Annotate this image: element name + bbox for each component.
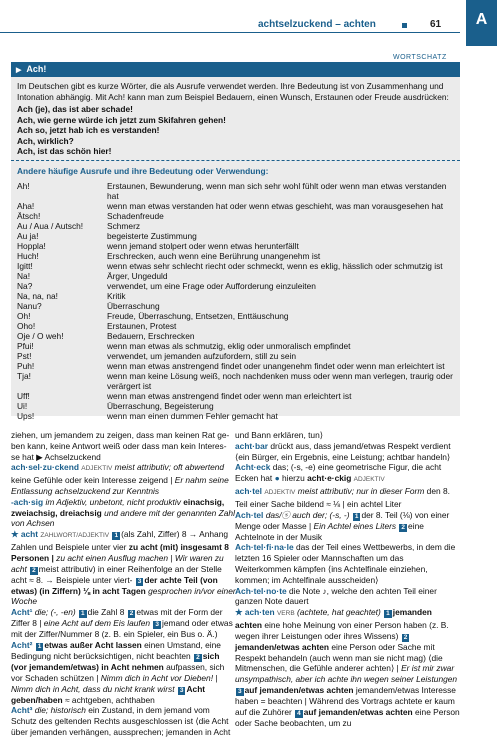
- interjection-word: Au / Aua / Autsch!: [17, 221, 84, 231]
- interjection-meaning: Überraschung, Begeisterung: [107, 401, 214, 411]
- interjection-row: [17, 401, 457, 411]
- interjection-meaning: wenn man etwas verstanden hat oder wenn etwas geschieht, was man vorausgesehen hat: [107, 201, 444, 211]
- interjection-meaning: wenn man keine Lösung weiß, noch nachdenken muss oder wenn man verlegen, traurig oder verärgert ist: [107, 371, 453, 391]
- definition: ≈ achtgeben, achthaben: [64, 694, 155, 705]
- definition: die Note ♪, welche den achten Teil einer ganzen Note dauert: [235, 585, 437, 607]
- interjection-word: Pst!: [17, 351, 32, 361]
- definition: etwas mit der Form der Ziffer 8 |: [11, 607, 223, 629]
- interjection-row: [17, 211, 457, 221]
- interjection-meaning: verwendet, um jemanden aufzufordern, still zu sein: [107, 351, 297, 361]
- headword[interactable]: acht·bar: [235, 440, 269, 451]
- info-box: [11, 62, 460, 421]
- definition: drückt aus, dass jemand/etwas Respekt verdient ⟨ein Bürger, ein Ergebnis, eine Leistung; achtbar handeln⟩: [235, 440, 451, 462]
- part-of-speech: ZAHLWORT/ADJEKTIV: [40, 532, 110, 540]
- interjection-word: Nanu?: [17, 301, 42, 311]
- triangle-right-icon: ▶: [16, 67, 22, 74]
- letter-tab[interactable]: A: [466, 0, 497, 46]
- interjection-meaning: Erschrecken, auch wenn eine Berührung unangenehm ist: [107, 251, 321, 261]
- interjection-word: Ui!: [17, 401, 28, 411]
- interjection-meaning: begeisterte Zustimmung: [107, 231, 197, 241]
- entry-text: ben kann, keine Antwort weiß oder dass man kein Interes-: [11, 440, 227, 451]
- sense-number: 1: [114, 532, 119, 540]
- phrase: auf jemanden/etwas achten: [244, 684, 354, 695]
- interjection-meaning: Bedauern, Erschrecken: [107, 331, 195, 341]
- interjection-table: [17, 181, 457, 421]
- interjection-row: [17, 351, 457, 361]
- sense-number: 1: [386, 610, 390, 618]
- example: Er nahm seine Entlassung achselzuckend zur Kenntnis: [11, 475, 229, 496]
- part-of-speech: ADJEKTIV: [81, 465, 113, 473]
- example-list: [17, 104, 457, 157]
- example-item: Ach, ist das schön hier!: [17, 146, 112, 156]
- interjection-meaning: Schadenfreude: [107, 211, 164, 221]
- interjection-row: [17, 311, 457, 321]
- interjection-word: Oh!: [17, 311, 31, 321]
- example-item: Ach, wie gerne würde ich jetzt zum Skifahren gehen!: [17, 114, 226, 125]
- definition: (als Zahl, Ziffer) 8 → Anhang Zahlen und Beispiele unter vier: [11, 529, 229, 552]
- example-item: Ach so, jetzt hab ich es verstanden!: [17, 125, 160, 135]
- interjection-word: Uff!: [17, 391, 30, 401]
- interjection-meaning: wenn man einen dummen Fehler gemacht hat: [107, 411, 278, 421]
- sense-number: 4: [297, 709, 301, 717]
- interjection-row: [17, 281, 457, 291]
- example-item: Ach, wirklich?: [17, 135, 74, 146]
- interjection-row: [17, 391, 457, 401]
- sense-number: 2: [32, 566, 36, 574]
- sense-number: 3: [179, 686, 184, 694]
- example: zu acht einen Ausflug machen | Wir waren zu acht: [11, 552, 224, 574]
- interjection-row: [17, 361, 457, 371]
- interjection-row: [17, 181, 457, 201]
- interjection-word: Oje / O weh!: [17, 331, 64, 341]
- definition: das der Teil eines Wettbewerbs, in dem die letzten 16 Spieler oder Mannschaften um das Weiterkommen kämpfen ⟨ins Achtelfinale einziehen, kommen; im Achtelfinale ausscheiden⟩: [235, 542, 456, 585]
- interjection-word: Tja!: [17, 371, 31, 381]
- interjection-word: Huch!: [17, 251, 39, 261]
- interjection-row: [17, 241, 457, 251]
- info-box-intro: Im Deutschen gibt es kurze Wörter, die als Ausrufe verwendet werden. Ihre Bedeutung ist von Zusammenhang und Intonation abhängig. Mit Ach! kann man zum Beispiel Bedauern, einen Wunsch, Erstaunen oder Freude ausdrücken:: [17, 81, 449, 102]
- sense-number: 1: [81, 610, 85, 618]
- entry-text: hierzu: [281, 473, 305, 484]
- usage-note: gesprochen in/vor einer Woche: [11, 585, 236, 607]
- interjection-row: [17, 341, 457, 351]
- interjection-row: [17, 231, 457, 241]
- interjection-meaning: wenn etwas sehr schlecht riecht oder schmeckt, wenn es eklig, hässlich oder schmutzig ist: [107, 261, 443, 271]
- arrow-icon: ▶: [36, 451, 43, 462]
- part-of-speech: ADJEKTIV: [353, 476, 385, 484]
- definition: einachsig, zweiachsig, dreiachsig: [11, 496, 225, 518]
- part-of-speech: ADJEKTIV: [264, 488, 296, 496]
- phrase: sich (vor jemandem/etwas) in Acht nehmen: [11, 650, 220, 672]
- example: Er ist mir zwar unsympathisch, aber ich achte ihn wegen seiner Leistungen: [235, 663, 458, 685]
- grammar: die; historisch: [34, 705, 86, 716]
- page-number: 61: [430, 19, 442, 30]
- example-item: Ach (je), das ist aber schade!: [17, 104, 133, 114]
- page-header: [0, 0, 497, 46]
- phrase: in acht Tagen: [92, 585, 146, 596]
- entry-text: ziehen, um jemandem zu zeigen, dass man keinen Rat ge-: [11, 430, 230, 440]
- sense-number: 2: [196, 653, 200, 661]
- sense-number: 3: [238, 687, 242, 695]
- phrase: jemanden/etwas achten: [235, 641, 330, 652]
- definition: jemand oder etwas mit der Ziffer/Nummer 8 (z. B. ein Spieler, ein Bus o. Ä.): [11, 618, 233, 640]
- info-box-title: ▶ Ach!: [11, 62, 460, 77]
- phrase: jemanden achten: [235, 607, 432, 630]
- interjection-word: Na?: [17, 281, 33, 291]
- interjection-meaning: Ärger, Ungeduld: [107, 271, 168, 281]
- running-head: achtselzuckend – achten: [258, 19, 376, 30]
- interjection-word: Hoppla!: [17, 241, 46, 251]
- headword[interactable]: Acht·eck: [235, 462, 271, 473]
- example: Nimm dich in Acht vor Dieben! | Nimm dich in Acht, dass du nicht krank wirst: [11, 672, 218, 694]
- phrase: zu acht (mit) insgesamt 8 Personen |: [11, 541, 229, 563]
- definition: einen Umstand, eine Bedingung nicht berücksichtigen, nicht beachten: [11, 639, 221, 661]
- sense-number: 3: [155, 621, 160, 629]
- sense-number: 2: [129, 610, 134, 618]
- interjection-row: [17, 301, 457, 311]
- entry-text: se hat: [11, 451, 34, 462]
- interjection-row: [17, 371, 457, 391]
- interjection-word: Au ja!: [17, 231, 39, 241]
- interjection-meaning: wenn jemand stolpert oder wenn etwas herunterfällt: [107, 241, 299, 251]
- definition: den 8. Teil einer Sache bildend ≈ ⅛ | ein achtel Liter: [235, 485, 450, 509]
- interjection-meaning: verwendet, um eine Frage oder Aufforderung einzuleiten: [107, 281, 316, 291]
- example: Ein Achtel eines Liters: [313, 520, 397, 531]
- definition: eine hohe Meinung von einer Person haben (z. B. wegen ihrer Leistungen oder ihres Wissens): [235, 619, 449, 641]
- definition: das; (-s, -e) eine geometrische Figur, die acht Ecken hat: [235, 462, 442, 484]
- star-icon: ★: [11, 529, 19, 540]
- interjection-row: [17, 331, 457, 341]
- interjection-row: [17, 321, 457, 331]
- headword[interactable]: Ach·tel·fi·na·le: [235, 542, 294, 553]
- interjection-meaning: Schmerz: [107, 221, 141, 231]
- phrase: der achte Teil (von etwas) (in Ziffern) ⅛: [11, 574, 218, 596]
- interjection-word: Ah!: [17, 181, 30, 191]
- header-square-icon: [402, 23, 407, 28]
- left-column: [11, 430, 236, 738]
- derived-word: acht·e·ckig: [307, 473, 352, 484]
- interjection-meaning: Erstaunen, Bewunderung, wenn man sich sehr wohl fühlt oder wenn man etwas verstanden hat: [107, 181, 447, 201]
- entry-text: und Bann erklären, tun⟩: [235, 430, 324, 440]
- divider: [11, 160, 460, 161]
- definition: eine Person oder Sache mit Respekt behandeln (auch wenn man sie nicht mag) ⟨die Mitmenschen, die Gefühle anderer achten⟩ |: [235, 641, 443, 674]
- interjection-word: Ups!: [17, 411, 35, 421]
- subheading: Andere häufige Ausrufe und ihre Bedeutung oder Verwendung:: [17, 166, 269, 176]
- interjection-word: Aha!: [17, 201, 35, 211]
- entry-text: Achselzuckend: [44, 451, 101, 462]
- usage-note: im Adjektiv, unbetont, nicht produktiv: [45, 496, 181, 507]
- definition: meist attributiv) in einer Reihenfolge an der Stelle acht ≈ 8. → Beispiele unter viert-: [11, 563, 222, 585]
- phrase: auf jemanden/etwas achten: [303, 706, 413, 717]
- sense-number: 1: [354, 512, 359, 520]
- interjection-meaning: wenn man etwas anstrengend findet oder wenn man erleichtert ist: [107, 391, 352, 401]
- interjection-word: Igitt!: [17, 261, 33, 271]
- definition: eine Person oder Sache beobachten, um zu: [235, 706, 460, 728]
- definition: die Zahl 8: [87, 607, 125, 618]
- definition: ein Zustand, in dem jemand vom Schutz des geltenden Rechts ausgeschlossen ist ⟨die Acht über jemanden verhängen, aussprechen; jemanden in Acht: [11, 705, 231, 737]
- grammar: die; (-, -en): [34, 607, 76, 618]
- interjection-row: [17, 261, 457, 271]
- grammar: (achtete, hat geachtet): [297, 607, 381, 618]
- sense-number: 1: [37, 642, 42, 650]
- header-rule: [0, 32, 460, 33]
- definition: keine Gefühle oder kein Interesse zeigend |: [11, 475, 173, 486]
- interjection-meaning: Freude, Überraschung, Entsetzen, Enttäuschung: [107, 311, 289, 321]
- phrase: etwas außer Acht lassen: [44, 639, 142, 650]
- interjection-row: [17, 221, 457, 231]
- interjection-word: Na!: [17, 271, 31, 281]
- interjection-row: [17, 251, 457, 261]
- headword[interactable]: ach·tel: [235, 485, 262, 496]
- definition: der 8. Teil (⅛) von einer Menge oder Masse |: [235, 509, 450, 531]
- interjection-meaning: wenn man etwas als schmutzig, eklig oder unmoralisch empfindet: [107, 341, 351, 351]
- headword[interactable]: Ach·tel·no·te: [235, 585, 287, 596]
- interjection-meaning: Überraschung: [107, 301, 160, 311]
- interjection-word: Ätsch!: [17, 211, 41, 221]
- interjection-meaning: Kritik: [107, 291, 126, 301]
- example: und andere mit der genannten Zahl von Achsen: [11, 507, 235, 529]
- headword[interactable]: Acht¹: [11, 607, 33, 618]
- right-column: [235, 430, 461, 729]
- part-of-speech: VERB: [276, 610, 295, 618]
- definition: jemandem/etwas Interesse haben = beachten | Während des Vortrags achtete er kaum auf die Zuhörer: [235, 684, 456, 717]
- definition: eine Achtelnote in der Musik: [235, 520, 424, 542]
- section-tag: WORTSCHATZ: [393, 54, 447, 61]
- interjection-row: [17, 271, 457, 281]
- interjection-row: [17, 411, 457, 421]
- bullet-icon: ●: [274, 473, 280, 484]
- headword[interactable]: ach·ten: [244, 607, 275, 618]
- interjection-word: Puh!: [17, 361, 35, 371]
- headword[interactable]: Acht²: [11, 639, 33, 650]
- interjection-row: [17, 291, 457, 301]
- interjection-word: Oho!: [17, 321, 36, 331]
- interjection-meaning: wenn man etwas anstrengend findet oder unangenehm findet oder wenn man erleichtert ist: [107, 361, 445, 371]
- headword[interactable]: ach·sel·zu·ckend: [11, 462, 79, 473]
- usage-note: meist attributiv; oft abwertend: [114, 462, 225, 473]
- interjection-meaning: Erstaunen, Protest: [107, 321, 177, 331]
- star-icon: ★: [235, 607, 243, 618]
- headword[interactable]: Ach·tel: [235, 509, 264, 520]
- grammar: das/ⓢ auch der; (-s, -): [265, 509, 350, 520]
- headword[interactable]: -ach·sig: [11, 496, 44, 507]
- phrase: Acht geben/haben: [11, 683, 206, 705]
- interjection-row: [17, 201, 457, 211]
- definition: aufpassen, sich vor Schaden schützen |: [11, 661, 225, 683]
- interjection-word: Na, na, na!: [17, 291, 58, 301]
- headword[interactable]: Acht³: [11, 705, 33, 716]
- sense-number: 2: [403, 633, 408, 641]
- usage-note: meist attributiv; nur in dieser Form: [297, 485, 425, 496]
- sense-number: 3: [137, 577, 142, 585]
- sense-number: 2: [401, 523, 406, 531]
- interjection-word: Pfui!: [17, 341, 34, 351]
- example: eine Acht auf dem Eis laufen: [43, 618, 151, 629]
- headword[interactable]: acht: [20, 529, 39, 540]
